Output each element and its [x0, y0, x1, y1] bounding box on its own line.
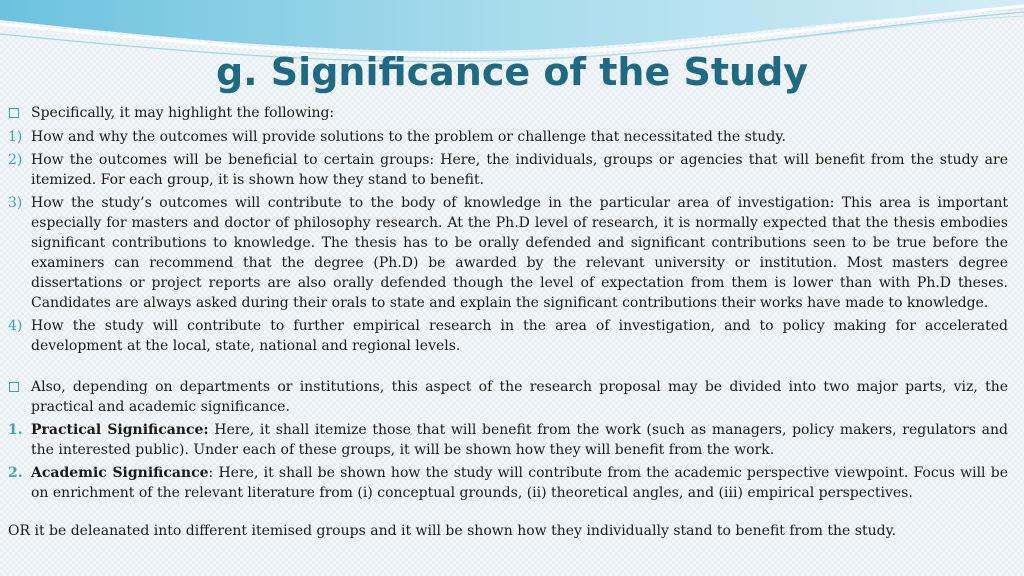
list-marker: 1): [8, 129, 23, 145]
list-marker: 2): [8, 152, 23, 168]
section2-intro: Also, depending on departments or institutions, this aspect of the research proposal may be divided into two major parts, viz, the practical and academic significance.: [31, 379, 1008, 415]
list-item: [8, 193, 1008, 313]
square-bullet-icon: [8, 103, 31, 124]
academic-significance-text: : Here, it shall be shown how the study will contribute from the academic perspective viewpoint. Focus will be on enrichment of the relevant literature from (i) conceptual grounds, (ii) theoretical angles, and (iii) empirical perspectives.: [31, 465, 1008, 501]
list-marker: 1.: [8, 422, 23, 438]
list-marker: 3): [8, 195, 23, 211]
list-item-text: How and why the outcomes will provide solutions to the problem or challenge that necessitated the study.: [31, 129, 786, 145]
academic-significance-label: Academic Significance: [31, 465, 209, 481]
practical-significance-text: Here, it shall itemize those that will benefit from the work (such as managers, policy makers, regulators and the interested public). Under each of these groups, it will be shown how they will benefit from the work.: [31, 422, 1009, 458]
list-item-text: How the study’s outcomes will contribute to the body of knowledge in the particular area of investigation: This area is important especially for masters and doctor of philosophy research. At the Ph.D level of research, it is normally expected that the thesis embodies significant contributions to knowledge. The thesis has to be orally defended and significant contributions seen to be true before the examiners can recommend that the degree (Ph.D) be awarded by the relevant university or institution. Most masters degree dissertations or project reports are also orally defended though the level of expectation from them is lower than with Ph.D theses. Candidates are always asked during their orals to state and explain the significant contributions their works have made to knowledge.: [31, 195, 1008, 311]
list-item-text: [31, 463, 1008, 503]
list-item-text: How the study will contribute to further empirical research in the area of investigation, and to policy making for accelerated development at the local, state, national and regional levels.: [31, 318, 1008, 354]
list-item-text: How the outcomes will be beneficial to certain groups: Here, the individuals, groups or agencies that will benefit from the study are itemized. For each group, it is shown how they stand to benefit.: [31, 152, 1008, 188]
list-item: [8, 103, 1008, 124]
section1-intro: Specifically, it may highlight the following:: [31, 105, 335, 121]
square-bullet-icon: [8, 377, 31, 398]
list-item-text: [31, 420, 1008, 460]
list-item: [8, 150, 1008, 190]
practical-significance-label: Practical Significance:: [31, 422, 209, 438]
list-item: [8, 127, 1008, 147]
slide-body: [8, 103, 1008, 541]
slide-title: g. Significance of the Study: [215, 50, 809, 94]
list-marker: 4): [8, 318, 23, 334]
list-marker: 2.: [8, 465, 23, 481]
closing-text: OR it be deleanated into different itemised groups and it will be shown how they individually stand to benefit from the study.: [8, 523, 897, 539]
list-item: [8, 316, 1008, 356]
list-item: [8, 377, 1008, 417]
list-item: [8, 420, 1008, 460]
list-item: [8, 463, 1008, 503]
